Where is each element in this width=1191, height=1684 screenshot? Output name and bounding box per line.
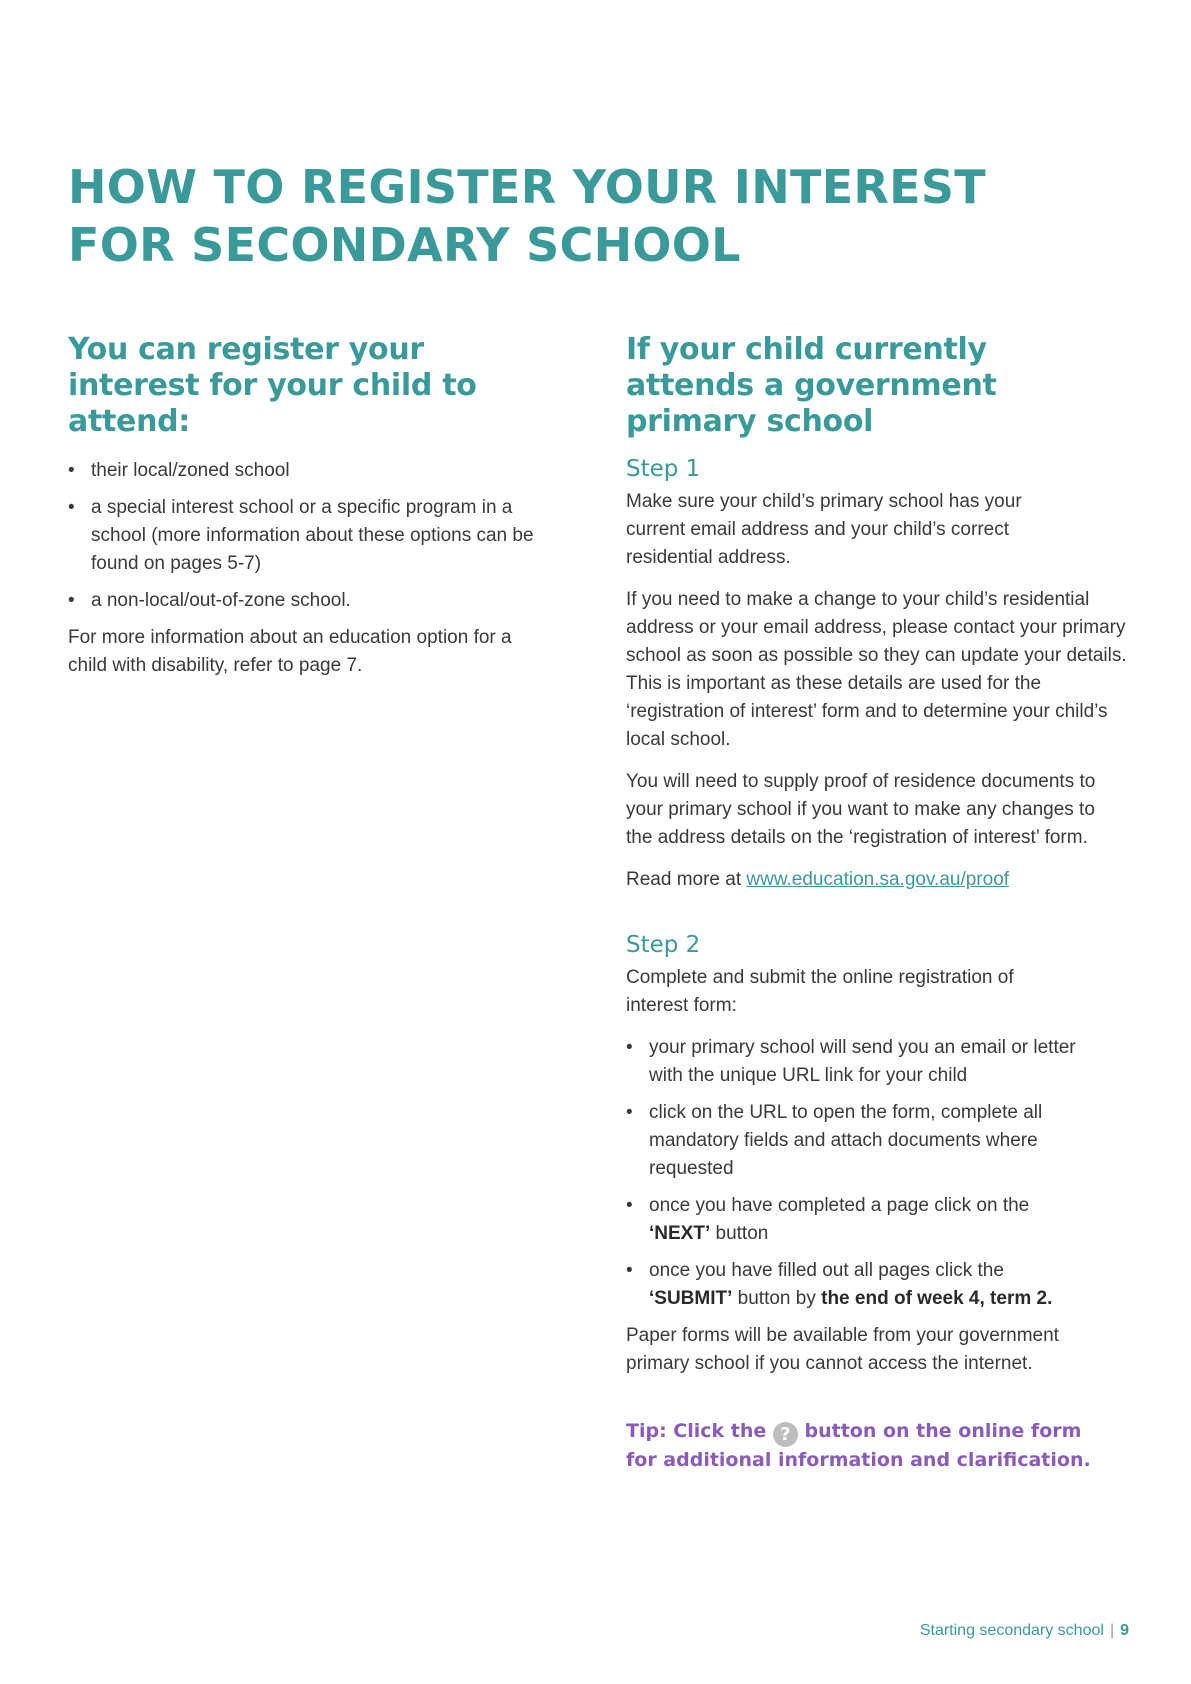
- paper-forms-note: Paper forms will be available from your government primary school if you cannot access the internet.: [626, 1325, 1059, 1374]
- bullet-text: button: [710, 1223, 769, 1244]
- step2-intro: Complete and submit the online registration of interest form:: [626, 967, 1014, 1016]
- bullet-text: once you have completed a page click on the: [649, 1195, 1030, 1216]
- step1-para2: If you need to make a change to your child’s residential address or your email address, please contact your primary school as soon as possible so they can update your details. This is important as these details are used for the ‘registration of interest’ form and to determine your child’s local school.: [626, 589, 1127, 750]
- footer-separator: |: [1109, 1622, 1115, 1639]
- step2-title: Step 2: [626, 932, 701, 958]
- right-column: [626, 332, 1141, 1474]
- list-item: [626, 1257, 1089, 1313]
- page-title: [68, 158, 1118, 274]
- submit-label: ‘SUBMIT’: [649, 1288, 733, 1309]
- page-title-line1: HOW TO REGISTER YOUR INTEREST: [68, 160, 986, 214]
- step2-list: [626, 1034, 1141, 1313]
- step1-para3: You will need to supply proof of residence documents to your primary school if you want to make any changes to the address details on the ‘registration of interest’ form.: [626, 771, 1096, 848]
- page-number: 9: [1120, 1622, 1129, 1639]
- tip-text: Tip: Click the: [626, 1420, 773, 1442]
- page-footer: [920, 1622, 1129, 1640]
- list-item: • your primary school will send you an email or letter with the unique URL link for your child: [626, 1034, 1089, 1090]
- disability-note: For more information about an education option for a child with disability, refer to page 7.: [68, 627, 512, 676]
- read-more: [626, 866, 1141, 894]
- read-more-prefix: Read more at: [626, 869, 747, 890]
- footer-label: Starting secondary school: [919, 1622, 1104, 1639]
- tip-text: button on the online form for additional information and clarification.: [626, 1420, 1091, 1471]
- list-item: [626, 1192, 1094, 1248]
- next-label: ‘NEXT’: [649, 1223, 711, 1244]
- list-item: • a special interest school or a specific program in a school (more information about these options can be found on pages 5-7): [68, 494, 568, 578]
- left-section-heading: You can register your interest for your child to attend:: [68, 332, 477, 439]
- list-item: • their local/zoned school: [68, 457, 568, 485]
- tip: [626, 1418, 1096, 1474]
- deadline: the end of week 4, term 2.: [821, 1288, 1053, 1309]
- bullet-text: button by: [732, 1288, 822, 1309]
- list-item: • click on the URL to open the form, complete all mandatory fields and attach documents where requested: [626, 1099, 1069, 1183]
- list-item: • a non-local/out-of-zone school.: [68, 587, 568, 615]
- school-options-list: [68, 457, 568, 615]
- left-column: [68, 332, 568, 680]
- right-section-heading: If your child currently attends a government primary school: [626, 332, 997, 439]
- bullet-text: once you have filled out all pages click the: [649, 1260, 1004, 1281]
- step1-para1: Make sure your child’s primary school has your current email address and your child’s correct residential address.: [626, 491, 1022, 568]
- step1-title: Step 1: [626, 456, 701, 482]
- page-title-line2: FOR SECONDARY SCHOOL: [68, 218, 741, 272]
- proof-link[interactable]: www.education.sa.gov.au/proof: [746, 869, 1010, 890]
- help-question-icon: ?: [773, 1422, 798, 1447]
